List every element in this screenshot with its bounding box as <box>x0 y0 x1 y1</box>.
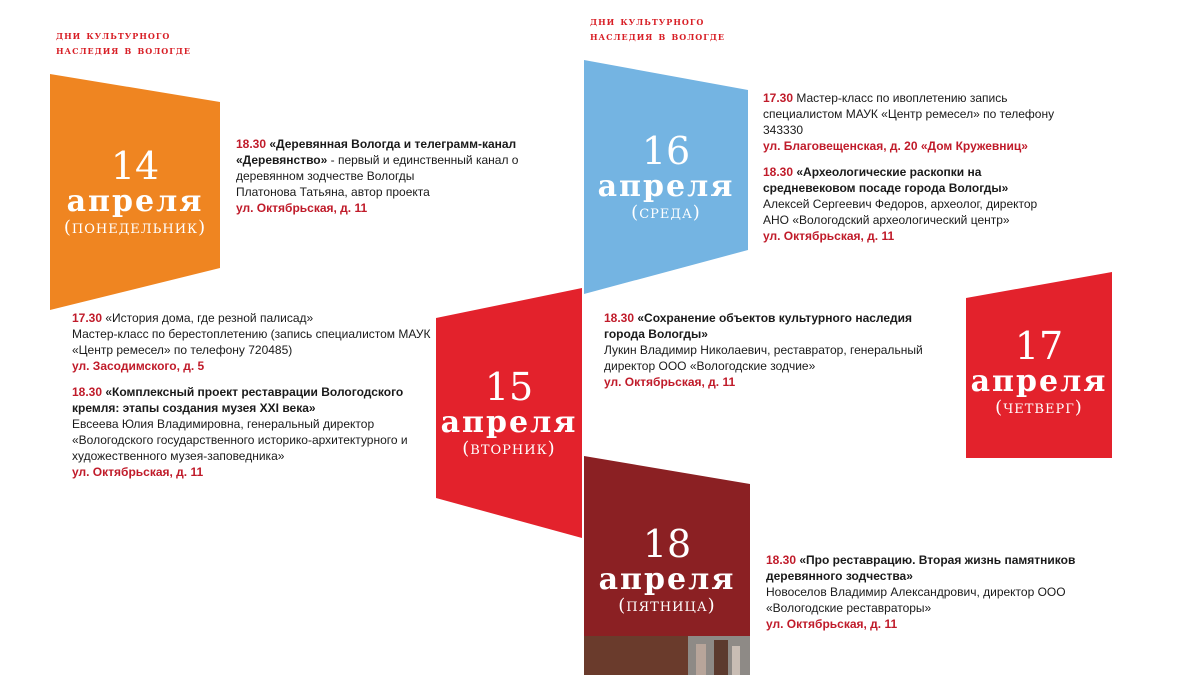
event-description: Мастер-класс по берестоплетению (запись специалистом МАУК «Центр ремесел» по телефону 720485) <box>72 327 431 357</box>
day-month: апреля <box>66 184 204 219</box>
events-day-16 <box>763 90 1063 254</box>
festival-header-right <box>590 14 725 44</box>
event-title: «Комплексный проект реставрации Вологодского кремля: этапы создания музея XXI века» <box>72 385 404 415</box>
event-speaker: Платонова Татьяна, автор проекта <box>236 185 430 199</box>
event-time: 17.30 <box>72 311 103 325</box>
day-number: 15 <box>484 365 534 409</box>
event-address: ул. Октябрьская, д. 11 <box>766 617 898 631</box>
event-title: «Археологические раскопки на средневековом посаде города Вологды» <box>763 165 1009 195</box>
event-address: ул. Октябрьская, д. 11 <box>604 375 736 389</box>
day-panel-17 <box>966 272 1112 458</box>
events-day-18 <box>766 552 1106 642</box>
event-address: ул. Октябрьская, д. 11 <box>763 229 895 243</box>
event-speaker: Алексей Сергеевич Федоров, археолог, директор АНО «Вологодский археологический центр» <box>763 197 1038 227</box>
header-line-1: дни культурного <box>56 28 171 42</box>
header-line-2: наследия в вологде <box>56 43 191 57</box>
event-title: «Сохранение объектов культурного наследия города Вологды» <box>604 311 913 341</box>
event-item <box>763 164 1063 244</box>
events-day-15 <box>72 310 436 490</box>
event-time: 18.30 <box>236 137 267 151</box>
day-weekday: (среда) <box>631 202 701 223</box>
day-panel-text <box>436 288 582 538</box>
day-number: 17 <box>1014 324 1064 368</box>
header-line-2: наследия в вологде <box>590 29 725 43</box>
day-panel-16 <box>584 60 748 294</box>
event-speaker: Новоселов Владимир Александрович, директор ООО «Вологодские реставраторы» <box>766 585 1066 615</box>
day-panel-text <box>584 480 750 660</box>
day-panel-text <box>966 272 1112 458</box>
day-panel-text <box>50 74 220 310</box>
day-panel-text <box>584 60 748 294</box>
day-weekday: (вторник) <box>462 438 556 459</box>
event-item <box>604 310 944 390</box>
event-description: - первый и единственный канал о деревянном зодчестве Вологды <box>236 153 519 183</box>
day-panel-15 <box>436 288 582 538</box>
event-title: «История дома, где резной палисад» <box>105 311 314 325</box>
event-item <box>72 384 436 480</box>
day-weekday: (пятница) <box>618 595 716 616</box>
event-item <box>236 136 566 216</box>
event-speaker: Евсеева Юлия Владимировна, генеральный директор «Вологодского государственного историко-архитектурного и художественного музея-заповедника» <box>72 417 408 463</box>
event-address: ул. Октябрьская, д. 11 <box>236 201 368 215</box>
day-panel-14 <box>50 74 220 310</box>
event-title: «Деревянная Вологда и телеграмм-канал «Деревянство» <box>236 137 517 167</box>
event-speaker: Лукин Владимир Николаевич, реставратор, генеральный директор ООО «Вологодские зодчие» <box>604 343 923 373</box>
day-number: 16 <box>641 129 691 173</box>
day-month: апреля <box>970 364 1108 399</box>
header-line-1: дни культурного <box>590 14 705 28</box>
day-weekday: (понедельник) <box>63 217 207 238</box>
event-time: 18.30 <box>72 385 103 399</box>
event-title: «Про реставрацию. Вторая жизнь памятников деревянного зодчества» <box>766 553 1076 583</box>
day-weekday: (четверг) <box>995 397 1083 418</box>
building-photo-fragment <box>584 636 750 675</box>
day-month: апреля <box>440 405 578 440</box>
event-address: ул. Октябрьская, д. 11 <box>72 465 204 479</box>
festival-header-left <box>56 28 191 58</box>
event-time: 18.30 <box>766 553 797 567</box>
events-day-14 <box>236 136 566 226</box>
events-day-17 <box>604 310 944 400</box>
event-address: ул. Благовещенская, д. 20 «Дом Кружевниц» <box>763 139 1028 153</box>
event-time: 18.30 <box>604 311 635 325</box>
event-item <box>763 90 1063 154</box>
day-month: апреля <box>597 169 735 204</box>
event-description: Мастер-класс по ивоплетению запись специалистом МАУК «Центр ремесел» по телефону 343330 <box>763 91 1055 137</box>
day-number: 18 <box>642 522 692 566</box>
event-time: 17.30 <box>763 91 794 105</box>
event-item <box>72 310 436 374</box>
event-time: 18.30 <box>763 165 794 179</box>
event-address: ул. Засодимского, д. 5 <box>72 359 205 373</box>
day-number: 14 <box>110 144 160 188</box>
event-item <box>766 552 1106 632</box>
day-month: апреля <box>598 562 736 597</box>
